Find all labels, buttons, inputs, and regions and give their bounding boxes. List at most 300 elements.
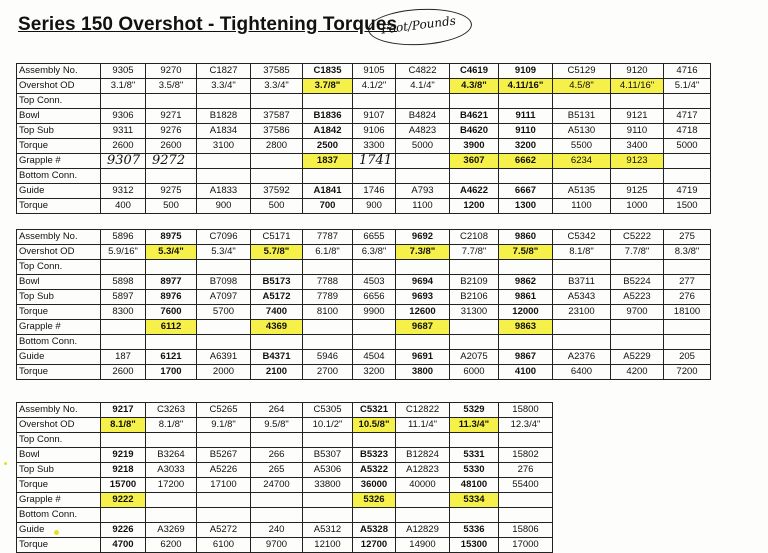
table-cell: A4823 [396,124,450,139]
table-cell: 2000 [197,365,251,380]
table-cell: 4369 [251,320,303,335]
table-cell: 40000 [396,478,450,493]
table-cell: B7098 [197,275,251,290]
table-cell: 8.1/8" [101,418,146,433]
table-cell: 9305 [101,64,146,79]
table-cell: 5331 [450,448,499,463]
row-label: Top Conn. [17,260,101,275]
table-cell: 9.1/8" [197,418,251,433]
table-cell: 12100 [303,538,353,553]
table-cell: 9109 [499,64,553,79]
table-cell: 266 [251,448,303,463]
table-cell: 6400 [553,365,611,380]
table-cell: A793 [396,184,450,199]
table-cell [553,169,611,184]
table-cell: A5226 [197,463,251,478]
table-cell: 37587 [251,109,303,124]
table-cell [450,94,499,109]
handwritten-unit-note [367,6,473,47]
row-label: Guide [17,184,101,199]
table-cell: B4824 [396,109,450,124]
table-cell: A7097 [197,290,251,305]
table-cell [499,94,553,109]
table-cell: B5307 [303,448,353,463]
table-cell: 7.3/8" [396,245,450,260]
table-cell: 4100 [499,365,553,380]
table-cell: 6121 [146,350,197,365]
table-cell [303,508,353,523]
table-cell: 1500 [664,199,711,214]
table-cell: 5.1/4" [664,79,711,94]
table-row [17,493,553,508]
table-cell: 3200 [499,139,553,154]
table-cell: 4717 [664,109,711,124]
table-cell: 2600 [101,365,146,380]
table-cell: 7400 [251,305,303,320]
table-cell [197,94,251,109]
row-label: Top Conn. [17,433,101,448]
table-cell: B12824 [396,448,450,463]
table-cell: 4.11/16" [499,79,553,94]
row-label: Grapple # [17,493,101,508]
table-cell [251,508,303,523]
table-row [17,478,553,493]
table-cell [303,169,353,184]
table-cell [396,335,450,350]
table-cell: 5000 [664,139,711,154]
table-cell: 9.5/8" [251,418,303,433]
table-cell: 400 [101,199,146,214]
table-cell [197,154,251,169]
table-cell: 187 [101,350,146,365]
table-cell: 9312 [101,184,146,199]
table-cell [499,493,553,508]
table-cell: 1100 [553,199,611,214]
table-cell [450,320,499,335]
table-cell: 500 [146,199,197,214]
table-cell [396,433,450,448]
table-cell [353,508,396,523]
table-cell: 1746 [353,184,396,199]
table-cell [664,335,711,350]
table-cell: 24700 [251,478,303,493]
table-cell: B2109 [450,275,499,290]
table-row [17,538,553,553]
table-cell: 9123 [611,154,664,169]
table-cell: A5306 [303,463,353,478]
table-cell: 5334 [450,493,499,508]
table-cell: 9110 [499,124,553,139]
table-cell [353,260,396,275]
table-cell: 5000 [396,139,450,154]
table-cell: 7.7/8" [611,245,664,260]
table-cell [197,335,251,350]
table-cell: C5342 [553,230,611,245]
table-cell: 9272 [146,154,197,169]
table-cell: C5171 [251,230,303,245]
row-label: Bowl [17,448,101,463]
table-cell: 6662 [499,154,553,169]
table-cell [450,260,499,275]
table-cell: 9863 [499,320,553,335]
table-cell: B1836 [303,109,353,124]
table-cell: 9276 [146,124,197,139]
row-label: Torque [17,139,101,154]
table-cell: 5896 [101,230,146,245]
highlighter-mark [4,462,7,465]
table-cell: 6656 [353,290,396,305]
table-cell: 10.5/8" [353,418,396,433]
table-cell [553,320,611,335]
table-row [17,245,711,260]
table-row [17,154,711,169]
highlighter-mark [54,530,59,535]
table-cell: A12823 [396,463,450,478]
table-cell: 15300 [450,538,499,553]
table-cell [146,94,197,109]
table-cell [664,154,711,169]
table-cell: 15802 [499,448,553,463]
table-cell [101,94,146,109]
table-cell: 1200 [450,199,499,214]
table-cell: 1700 [146,365,197,380]
table-row [17,124,711,139]
page-title: Series 150 Overshot - Tightening Torques [18,14,398,35]
table-cell [251,335,303,350]
table-cell: 55400 [499,478,553,493]
table-row [17,169,711,184]
table-cell: 5336 [450,523,499,538]
table-cell: 4.5/8" [553,79,611,94]
table-cell: 276 [499,463,553,478]
table-cell: 8976 [146,290,197,305]
table-cell: 6667 [499,184,553,199]
table-cell [450,169,499,184]
table-cell: 4.1/4" [396,79,450,94]
row-label: Torque [17,305,101,320]
table-cell: 5700 [197,305,251,320]
table-cell: A12829 [396,523,450,538]
table-cell [664,94,711,109]
table-cell: A5135 [553,184,611,199]
table-cell: 8300 [101,305,146,320]
table-cell: 6.3/8" [353,245,396,260]
table-cell [450,508,499,523]
table-row [17,433,553,448]
table-cell: B3711 [553,275,611,290]
table-cell: C5222 [611,230,664,245]
table-cell: A5312 [303,523,353,538]
table-cell: 2100 [251,365,303,380]
table-cell [664,320,711,335]
table-row [17,184,711,199]
table-cell: 2600 [101,139,146,154]
table-cell: 5.3/4" [197,245,251,260]
table-cell [664,169,711,184]
table-cell: A5272 [197,523,251,538]
table-cell: 5330 [450,463,499,478]
table-cell: A5229 [611,350,664,365]
table-cell: A5328 [353,523,396,538]
table-cell: A5130 [553,124,611,139]
table-cell: 4200 [611,365,664,380]
table-row [17,109,711,124]
table-row [17,350,711,365]
table-cell [146,433,197,448]
table-cell: 9270 [146,64,197,79]
table-cell: 5898 [101,275,146,290]
table-row [17,320,711,335]
table-cell [251,260,303,275]
table-cell: A5172 [251,290,303,305]
table-cell: B4620 [450,124,499,139]
table-cell: B5131 [553,109,611,124]
table-row [17,463,553,478]
table-cell: 5500 [553,139,611,154]
torque-table-3 [16,402,553,553]
table-cell [353,433,396,448]
table-cell: 275 [664,230,711,245]
table-cell [499,508,553,523]
table-cell [146,335,197,350]
table-cell: C2108 [450,230,499,245]
table-cell: 4.11/16" [611,79,664,94]
table-cell [553,94,611,109]
table-cell: 36000 [353,478,396,493]
table-cell [611,335,664,350]
table-cell: 9900 [353,305,396,320]
table-cell: 8977 [146,275,197,290]
table-cell: 12600 [396,305,450,320]
table-cell: C3263 [146,403,197,418]
table-cell: 9860 [499,230,553,245]
table-cell: C5129 [553,64,611,79]
table-cell [499,260,553,275]
table-cell: 9105 [353,64,396,79]
table-cell: 3300 [353,139,396,154]
table-cell: B5267 [197,448,251,463]
table-cell: 6655 [353,230,396,245]
table-cell [499,433,553,448]
table-cell: 9311 [101,124,146,139]
table-cell: B4621 [450,109,499,124]
table-cell: 1000 [611,199,664,214]
row-label: Grapple # [17,154,101,169]
row-label: Top Conn. [17,94,101,109]
table-cell: 8.3/8" [664,245,711,260]
table-cell [101,260,146,275]
table-cell: 33800 [303,478,353,493]
table-cell: 3.7/8" [303,79,353,94]
row-label: Overshot OD [17,79,101,94]
table-cell: 9271 [146,109,197,124]
table-cell [303,94,353,109]
table-cell: 2500 [303,139,353,154]
row-label: Torque [17,538,101,553]
table-cell: 9693 [396,290,450,305]
table-cell: 8.1/8" [146,418,197,433]
table-row [17,508,553,523]
table-cell: 4716 [664,64,711,79]
table-cell: 7788 [303,275,353,290]
table-cell [197,433,251,448]
table-cell [396,154,450,169]
unit-note-text: Foot/Pounds [380,13,457,37]
row-label: Bottom Conn. [17,335,101,350]
table-cell: C1835 [303,64,353,79]
table-cell: 700 [303,199,353,214]
table-cell: 500 [251,199,303,214]
table-cell: 9218 [101,463,146,478]
table-cell: 277 [664,275,711,290]
table-cell: 23100 [553,305,611,320]
row-label: Bottom Conn. [17,169,101,184]
table-cell: 2600 [146,139,197,154]
table-cell: 7200 [664,365,711,380]
table-cell [611,260,664,275]
row-label: Bowl [17,275,101,290]
row-label: Torque [17,478,101,493]
table-cell [353,320,396,335]
table-cell: 15800 [499,403,553,418]
table-row [17,230,711,245]
table-cell [303,493,353,508]
row-label: Bottom Conn. [17,508,101,523]
table-cell: 2800 [251,139,303,154]
table-cell: 9217 [101,403,146,418]
table-cell: 8100 [303,305,353,320]
table-cell: 9111 [499,109,553,124]
table-cell: B5224 [611,275,664,290]
table-cell [611,169,664,184]
table-cell: 3900 [450,139,499,154]
table-cell [353,169,396,184]
table-cell: 5329 [450,403,499,418]
table-cell [303,433,353,448]
table-cell: 10.1/2" [303,418,353,433]
table-cell: 3.1/8" [101,79,146,94]
row-label: Assembly No. [17,230,101,245]
table-cell: 3.3/4" [197,79,251,94]
table-row [17,448,553,463]
table-row [17,403,553,418]
table-cell: 5.7/8" [251,245,303,260]
table-cell: 48100 [450,478,499,493]
table-cell: 4718 [664,124,711,139]
table-cell: 9692 [396,230,450,245]
table-row [17,275,711,290]
row-label: Torque [17,199,101,214]
table-cell: 9687 [396,320,450,335]
table-cell [251,433,303,448]
table-cell: B3264 [146,448,197,463]
table-cell: B4371 [251,350,303,365]
table-cell [197,169,251,184]
table-cell [450,433,499,448]
table-cell: A3269 [146,523,197,538]
table-cell: 264 [251,403,303,418]
table-cell: 31300 [450,305,499,320]
table-cell: 37585 [251,64,303,79]
row-label: Guide [17,350,101,365]
table-cell: B1828 [197,109,251,124]
table-cell [353,335,396,350]
table-cell: 17000 [499,538,553,553]
table-cell [396,493,450,508]
table-row [17,64,711,79]
table-row [17,139,711,154]
table-cell [197,260,251,275]
table-cell [553,335,611,350]
table-cell [101,433,146,448]
table-cell: 5897 [101,290,146,305]
table-cell: 6200 [146,538,197,553]
table-cell: 5.3/4" [146,245,197,260]
table-cell: 3400 [611,139,664,154]
table-row [17,335,711,350]
table-cell: C4822 [396,64,450,79]
table-cell: 17100 [197,478,251,493]
table-cell: C5305 [303,403,353,418]
table-cell [146,493,197,508]
row-label: Grapple # [17,320,101,335]
table-cell: C12822 [396,403,450,418]
table-cell: 6000 [450,365,499,380]
table-cell [251,154,303,169]
table-cell: 4719 [664,184,711,199]
table-cell: 9125 [611,184,664,199]
table-cell: 6.1/8" [303,245,353,260]
table-cell: 2700 [303,365,353,380]
table-cell: 8975 [146,230,197,245]
table-cell [251,493,303,508]
table-cell: 3.3/4" [251,79,303,94]
table-cell: 4503 [353,275,396,290]
table-cell: 5946 [303,350,353,365]
table-cell: 7787 [303,230,353,245]
row-label: Top Sub [17,463,101,478]
table-cell: 3200 [353,365,396,380]
row-label: Torque [17,365,101,380]
table-cell [396,260,450,275]
table-cell: 9121 [611,109,664,124]
table-row [17,199,711,214]
table-cell [101,169,146,184]
table-cell: 7.5/8" [499,245,553,260]
table-cell: 9120 [611,64,664,79]
table-cell: 265 [251,463,303,478]
table-cell [611,320,664,335]
table-cell: 6100 [197,538,251,553]
table-cell [303,335,353,350]
table-cell: 15806 [499,523,553,538]
table-cell: A2376 [553,350,611,365]
table-cell: A5322 [353,463,396,478]
table-cell: 7.7/8" [450,245,499,260]
table-cell: A1842 [303,124,353,139]
table-cell [664,260,711,275]
table-cell: A1833 [197,184,251,199]
row-label: Top Sub [17,124,101,139]
table-row [17,260,711,275]
table-cell: 205 [664,350,711,365]
table-cell [251,169,303,184]
table-cell: B2106 [450,290,499,305]
table-cell: 9691 [396,350,450,365]
table-cell [146,260,197,275]
row-label: Overshot OD [17,418,101,433]
table-cell [197,320,251,335]
